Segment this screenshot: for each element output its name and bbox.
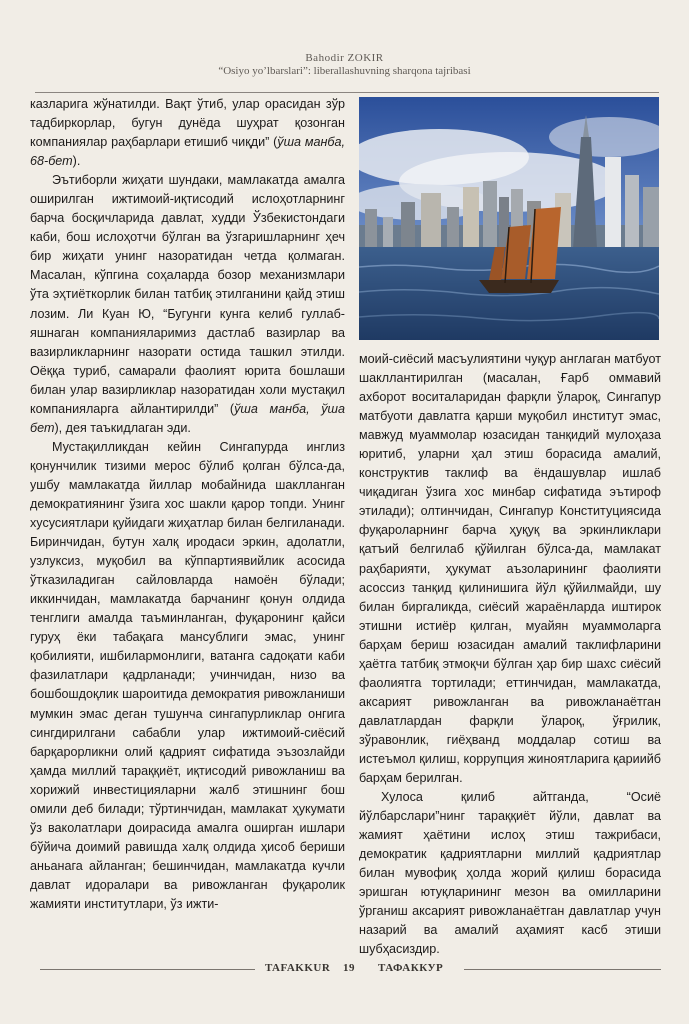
- footer-magazine-latin: TAFAKKUR: [265, 962, 331, 974]
- page-number: 19: [343, 962, 355, 974]
- right-column: [359, 350, 661, 960]
- left-paragraph-3: Мустақилликдан кейин Сингапурда инглиз қонунчилик тизими мерос бўлиб қолган бўлса-да, ушбу мамлакатда йиллар мобайнида шаклланган демократиянинг ўзига хос шакли қарор топди. Унинг хусусиятлари қуйидаги жиҳатлар билан белгиланади. Биринчидан, бутун халқ иродаси эркин, адолатли, узлуксиз, муқобил ва кўппартиявийлик асосида ўтказиладиган сайловларда намоён бўлади; иккинчидан, мамлакатда барчанинг қонун олдида тенглиги амалда таъминланган, фуқаронинг қайси гуруҳ ёки табақага мансублиги эмас, унинг қобилияти, ишбилармонлиги, ватанга садоқати каби фазилатлари қадрланади; учинчидан, низо ва бошбошдоқлик шароитида демократия ривожланиши мумкин эмас деган тушунча сингапурликлар онгига сингдирилгани сабабли улар ижтимоий-сиёсий барқарорликни олий қадрият сифатида эъзозлайди ҳамда миллий тараққиёт, иқтисодий ривожланиш ва хорижий инвестицияларни жалб этишнинг бош омили деб билади; тўртинчидан, мамлакат ҳукумати ўз ваколатлари доирасида амалга оширган ишлари бўйича доимий равишда халқ олдида ҳисоб бериши аньанага айланган; бешинчидан, мамлакатда кучли давлат идоралари ва ривожланган фуқаролик жамияти институтлари, ўз ижти-: [30, 439, 345, 911]
- left-paragraph-2: Эътиборли жиҳати шундаки, мамлакатда амалга оширилган ижтимоий-иқтисодий ислоҳотларнинг барча босқичларида давлат, худди Ўзбекистондаги каби, бош ислоҳотчи бўлган ва ўзгаришларнинг ҳеч бир жиҳати унинг назоратидан четда қолмаган. Масалан, кўпгина соҳаларда бозор механизмлари ўта эҳтиёткорлик билан татбиқ этилганини қайд этиш лозим. Ли Куан Ю, “Бугунги кунга келиб гуллаб-яшнаган компанияларимиз дастлаб вазирлар ва вазирликларнинг назорати остида ташкил этилди. Оёққа туриб, самарали фаолият юрита бошлаши билан улар вазирликлар назоратидан холи мустақил компанияларга айлантирилди” (ўша манба, ўша бет), дея таъкидлаган эди.: [30, 173, 345, 435]
- header-author: Bahodir ZOKIR: [305, 52, 384, 64]
- right-paragraph-1: моий-сиёсий масъулиятини чуқур англаган матбуот шакллантирилган (масалан, Ғарб оммавий ахборот воситаларидан фарқли ўлароқ, Сингапур матбуоти давлатга қарши муқобил институт эмас, мавжуд муаммолар юзасидан танқидий мулоҳаза юритиб, уларни ҳал этиш борасида амалий, конструктив таклиф ва ёндашувлар ишлаб чиқадиган ўзига хос минбар сифатида эътироф этилади); олтинчидан, Сингапур Конституциясида фуқароларнинг барча ҳуқуқ ва эркинликлари қатъий белгилаб қўйилган бўлса-да, мамлакат раҳбарияти, ҳукумат аъзоларининг фаолияти асоссиз танқид қилинишига йўл қўйилмайди, шу билан биргаликда, сиёсий жараёнларда иштирок этишни истиёр қилган, муайян муаммоларга барҳам бериш юзасидан амалий таклифларини ҳаётга татбиқ этмоқчи бўлган ҳар бир шахс сиёсий фаолиятга тортилади; еттинчидан, мамлакатда, аксарият ривожланган ва ривожланаётган давлатлардан фарқли ўлароқ, ўғрилик, зўравонлик, гиёҳванд моддалар сотиш ва истеъмол қилиш, коррупция жиноятларига қариийб барҳам берилган.: [359, 352, 661, 786]
- page-footer: [40, 958, 661, 978]
- footer-rule-left: [40, 969, 255, 970]
- running-header: [0, 52, 689, 77]
- header-rule: [35, 92, 659, 93]
- footer-rule-right: [464, 969, 661, 970]
- header-subtitle: “Osiyo yo’lbarslari”: liberallashuvning sharqona tajribasi: [218, 65, 471, 77]
- source-citation: ўша манба, 68-бет: [30, 135, 345, 169]
- left-column: [30, 95, 345, 914]
- hong-kong-skyline-with-junk-boat-photo: [359, 97, 659, 340]
- source-citation: ўша манба, ўша бет: [30, 401, 345, 435]
- right-paragraph-2: Хулоса қилиб айтганда, “Осиё йўлбарслари”нинг тараққиёт йўли, давлат ва жамият ҳаётини ислоҳ этиш тажрибаси, демократик қадриятларни миллий қадриятлар билан мувофиқ ҳолда жорий қилиш борасида эришган ютуқларининг мезон ва омилларини ўрганиш аксарият ривожланаётган давлатлар учун назарий ва амалий аҳамият касб этиши шубҳасиздир.: [359, 790, 661, 957]
- footer-magazine-cyrillic: ТАФАККУР: [378, 962, 444, 974]
- left-paragraph-1: казларига жўнатилди. Вақт ўтиб, улар орасидан зўр тадбиркорлар, бугун дунёда шуҳрат қозонган компаниялар раҳбарлари етишиб чиқди” (ўша манба, 68-бет).: [30, 97, 345, 169]
